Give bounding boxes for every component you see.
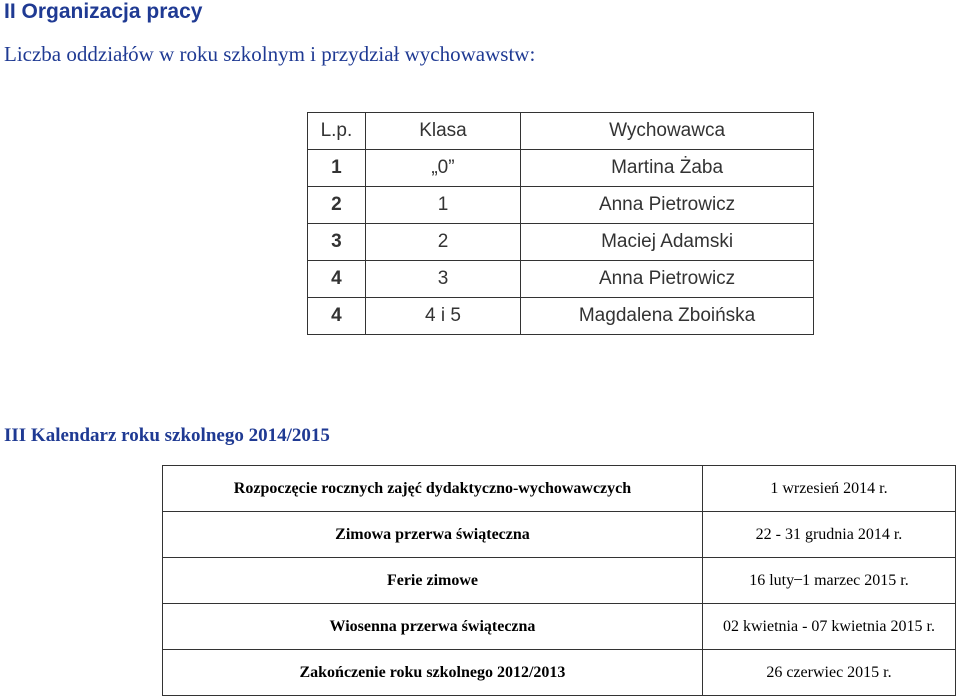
cell-wychowawca: Anna Pietrowicz [521,187,814,224]
table-row [163,558,956,604]
section-heading-organizacja: II Organizacja pracy [4,0,203,23]
cell-wychowawca: Maciej Adamski [521,224,814,261]
calendar-table [162,465,956,696]
classes-table [307,112,814,335]
cell-event: Wiosenna przerwa świąteczna [163,604,703,650]
cell-date: 1 wrzesień 2014 r. [702,466,955,512]
header-lp: L.p. [308,113,366,150]
cell-date: 02 kwietnia - 07 kwietnia 2015 r. [702,604,955,650]
section-heading-kalendarz: III Kalendarz roku szkolnego 2014/2015 [4,425,330,446]
cell-date: 16 luty ̶ 1 marzec 2015 r. [702,558,955,604]
table-row [163,650,956,696]
cell-event: Ferie zimowe [163,558,703,604]
cell-lp: 1 [308,150,366,187]
cell-event: Rozpoczęcie rocznych zajęć dydaktyczno-wychowawczych [163,466,703,512]
header-klasa: Klasa [365,113,520,150]
cell-date: 22 - 31 grudnia 2014 r. [702,512,955,558]
table-row [163,512,956,558]
table-row [308,187,814,224]
cell-event: Zimowa przerwa świąteczna [163,512,703,558]
cell-wychowawca: Martina Żaba [521,150,814,187]
cell-lp: 4 [308,261,366,298]
cell-date: 26 czerwiec 2015 r. [702,650,955,696]
cell-event: Zakończenie roku szkolnego 2012/2013 [163,650,703,696]
table-row [163,604,956,650]
cell-klasa: „0” [365,150,520,187]
table-header-row [308,113,814,150]
cell-lp: 4 [308,298,366,335]
table-row [163,466,956,512]
table-row [308,150,814,187]
section-subtitle: Liczba oddziałów w roku szkolnym i przydział wychowawstw: [4,42,536,66]
cell-klasa: 2 [365,224,520,261]
cell-klasa: 3 [365,261,520,298]
cell-wychowawca: Anna Pietrowicz [521,261,814,298]
cell-lp: 2 [308,187,366,224]
table-row [308,261,814,298]
table-row [308,224,814,261]
cell-lp: 3 [308,224,366,261]
cell-klasa: 4 i 5 [365,298,520,335]
table-row [308,298,814,335]
header-wychowawca: Wychowawca [521,113,814,150]
cell-wychowawca: Magdalena Zboińska [521,298,814,335]
cell-klasa: 1 [365,187,520,224]
